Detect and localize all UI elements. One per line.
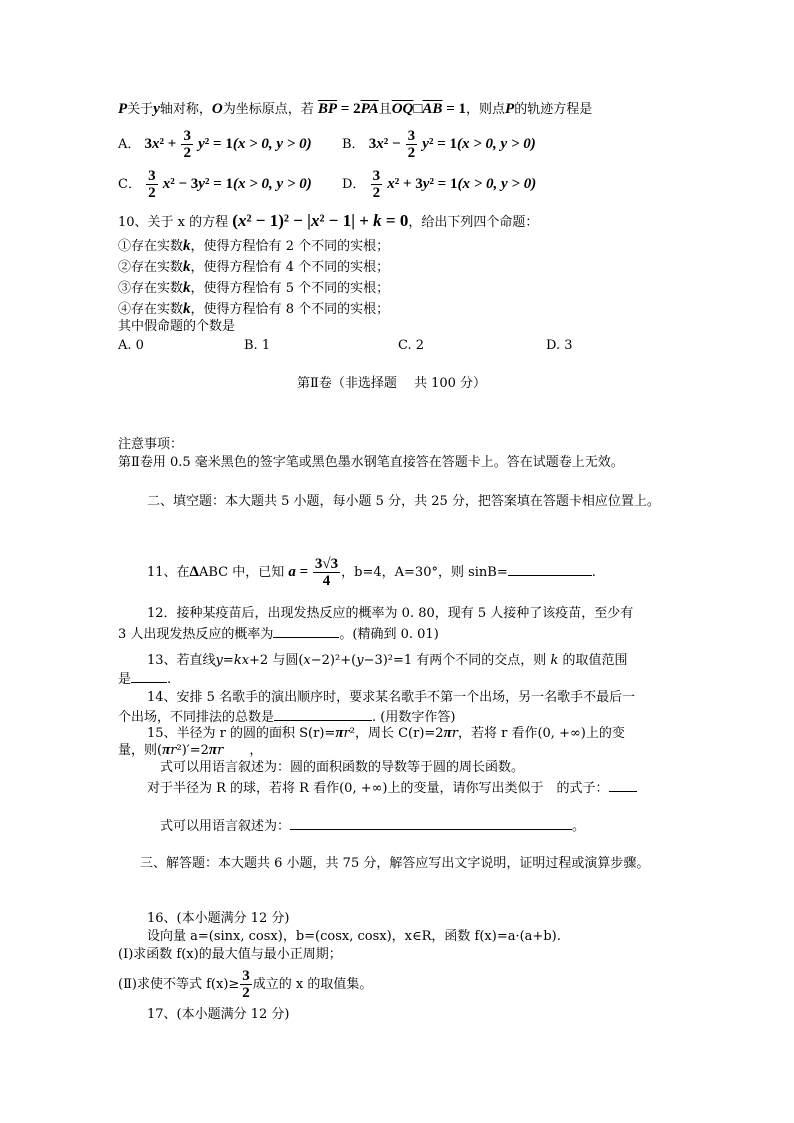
q10-prop-4: ④存在实数k，使得方程恰有 8 个不同的实根； bbox=[118, 301, 390, 317]
q12-line-2: 3 人出现发热反应的概率为 。(精确到 0. 01) bbox=[118, 623, 439, 644]
q10-choice-d: D. 3 bbox=[546, 338, 573, 353]
q15-line-2: 量，则(πr²)′=2πr ， bbox=[118, 742, 263, 758]
q15-line-3: 式可以用语言叙述为：圆的面积函数的导数等于圆的周长函数。 bbox=[160, 760, 525, 775]
q10-stem: 10、关于 x 的方程 (x² − 1)² − |x² − 1| + k = 0，给出下列四个命题： bbox=[118, 211, 539, 230]
q9-option-b: B． 3x² − $\frac{3}{2}$ y² = 1(x > 0, y > 0) bbox=[342, 128, 536, 161]
q14-answer-blank[interactable] bbox=[274, 706, 372, 721]
q15-formula-blank[interactable] bbox=[609, 777, 637, 792]
q9-stem: P关于y轴对称，O为坐标原点，若 $\overline{BP} = 2\overline{PA}$且$\overline{OQ}□\overline{AB} = 1$，则点P的轨迹方程是 bbox=[118, 101, 593, 117]
q9-option-d: D． $\frac{3}{2}$ x² + 3y² = 1(x > 0, y > 0) bbox=[342, 168, 537, 201]
q15-statement-blank[interactable] bbox=[290, 815, 572, 830]
q11-answer-blank[interactable] bbox=[508, 561, 592, 576]
solve-heading: 三、解答题：本大题共 6 小题，共 75 分，解答应写出文字说明，证明过程或演算步骤。 bbox=[140, 856, 650, 871]
q17-title: 17、(本小题满分 12 分) bbox=[147, 1007, 290, 1022]
section-2-title: 第Ⅱ卷（非选择题 共 100 分） bbox=[297, 376, 487, 391]
q10-choice-a: A. 0 bbox=[118, 338, 144, 353]
q16-part-1: (Ⅰ)求函数 f(x)的最大值与最小正周期； bbox=[118, 947, 342, 962]
q13-line-2: 是 . bbox=[118, 668, 171, 689]
notice-title: 注意事项： bbox=[118, 437, 184, 452]
q10-prop-2: ②存在实数k，使得方程恰有 4 个不同的实根； bbox=[118, 259, 390, 275]
fill-in-heading: 二、填空题：本大题共 5 小题，每小题 5 分，共 25 分，把答案填在答题卡相应位置上。 bbox=[147, 494, 660, 509]
q10-prop-1: ①存在实数k，使得方程恰有 2 个不同的实根； bbox=[118, 238, 390, 254]
q14-line-2: 个出场，不同排法的总数是 . (用数字作答) bbox=[118, 706, 455, 727]
q10-question: 其中假命题的个数是 bbox=[118, 319, 236, 334]
q13-line-1: 13、若直线y=kx+2 与圆(x−2)²+(y−3)²=1 有两个不同的交点，则 k 的取值范围 bbox=[147, 653, 628, 668]
q12-line-1: 12．接种某疫苗后，出现发热反应的概率为 0. 80，现有 5 人接种了该疫苗，至少有 bbox=[147, 606, 634, 621]
q16-title: 16、(本小题满分 12 分) bbox=[147, 911, 290, 926]
notice-body: 第Ⅱ卷用 0.5 毫米黑色的签字笔或黑色墨水钢笔直接答在答题卡上。答在试题卷上无效。 bbox=[118, 455, 624, 470]
q13-answer-blank[interactable] bbox=[131, 668, 167, 683]
q10-prop-3: ③存在实数k，使得方程恰有 5 个不同的实根； bbox=[118, 280, 390, 296]
q15-line-1: 15、半径为 r 的圆的面积 S(r)=πr²，周长 C(r)=2πr，若将 r 看作(0, +∞)上的变 bbox=[147, 725, 625, 741]
q16-part-2: (Ⅱ)求使不等式 f(x)≥ $\frac{3}{2}$ 成立的 x 的取值集。 bbox=[118, 968, 373, 1001]
q16-setup: 设向量 a=(sinx, cosx)，b=(cosx, cosx)，x∈R，函数 f(x)=a·(a+b). bbox=[147, 929, 561, 944]
q10-choice-b: B. 1 bbox=[244, 338, 271, 353]
q9-option-a: A． 3x² + $\frac{3}{2}$ y² = 1(x > 0, y > 0) bbox=[118, 128, 312, 161]
q15-line-4: 对于半径为 R 的球，若将 R 看作(0, +∞)上的变量，请你写出类似于 的式子： bbox=[147, 777, 637, 798]
q11: 11、在ΔABC 中，已知 a = $\frac{3√3}{4}$ ，b=4，A=30°，则 sinB= . bbox=[147, 556, 596, 589]
q9-option-c: C． $\frac{3}{2}$ x² − 3y² = 1(x > 0, y > 0) bbox=[118, 168, 312, 201]
q14-line-1: 14、安排 5 名歌手的演出顺序时，要求某名歌手不第一个出场，另一名歌手不最后一 bbox=[147, 690, 636, 705]
q12-answer-blank[interactable] bbox=[273, 623, 339, 638]
q15-line-5: 式可以用语言叙述为： 。 bbox=[160, 815, 585, 836]
q10-choice-c: C. 2 bbox=[398, 338, 425, 353]
